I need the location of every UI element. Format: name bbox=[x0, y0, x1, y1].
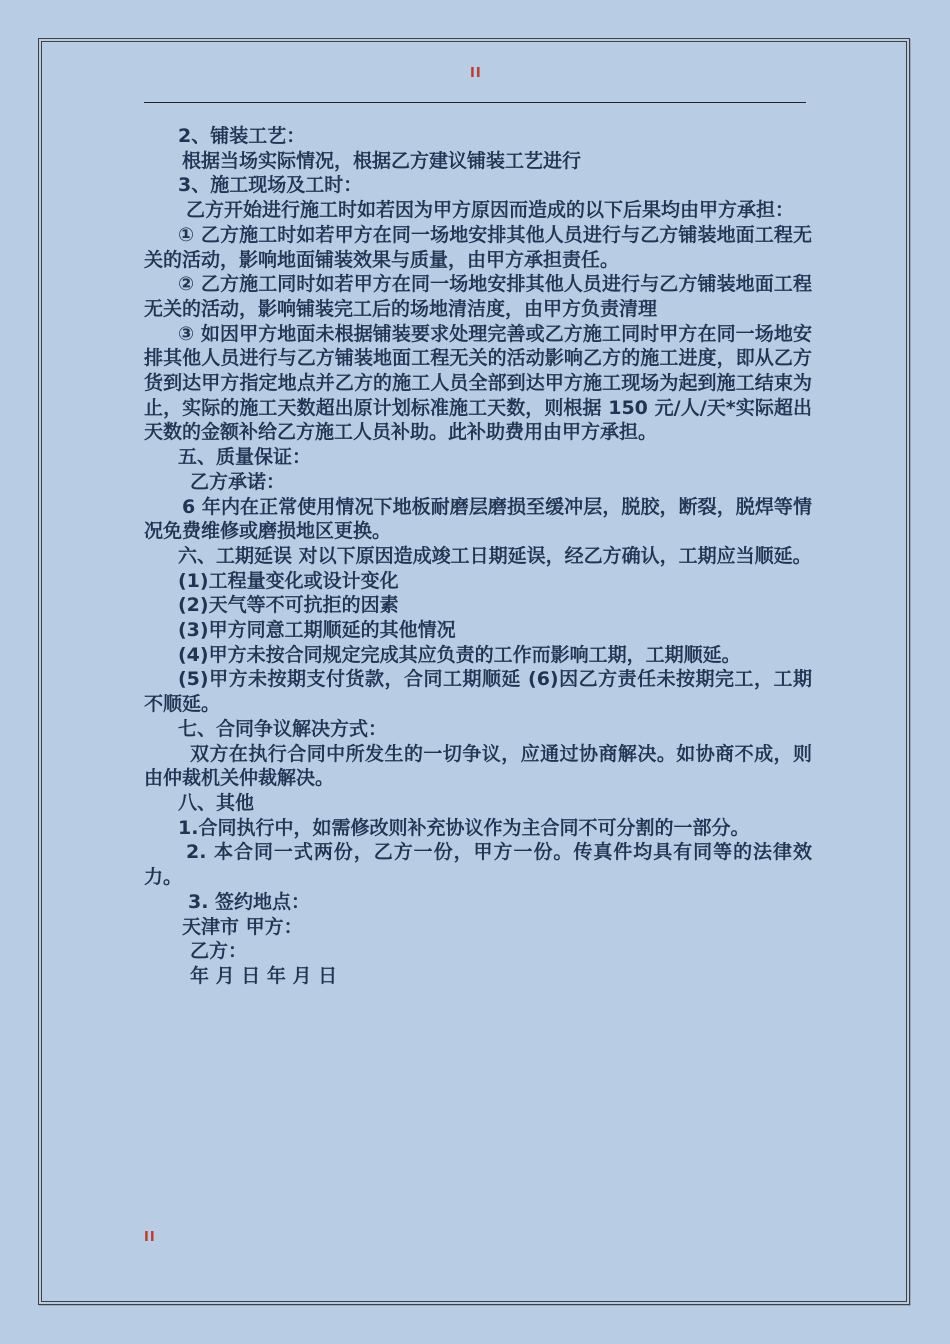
dispute-text: 双方在执行合同中所发生的一切争议，应通过协商解决。如协商不成，则由仲裁机关仲裁解决。 bbox=[144, 742, 812, 790]
quality-promise-text: 6 年内在正常使用情况下地板耐磨层磨损至缓冲层，脱胶，断裂，脱焊等情况免费维修或磨损地区更换。 bbox=[144, 495, 812, 543]
signing-place-party-a: 天津市 甲方： bbox=[182, 915, 303, 938]
clause-item-2: ② 乙方施工同时如若甲方在同一场地安排其他人员进行与乙方铺装地面工程无关的活动，影响铺装完工后的场地清洁度，由甲方负责清理 bbox=[144, 273, 812, 320]
clause-item-3: ③ 如因甲方地面未根据铺装要求处理完善或乙方施工同时甲方在同一场地安排其他人员进行与乙方铺装地面工程无关的活动影响乙方的施工进度，即从乙方货到达甲方指定地点并乙方的施工人员全部到达甲方施工现场为起到施工结束为止，实际的施工天数超出原计划标准施工天数，则根据 150 元/人/天*实际超出天数的金额补给乙方施工人员补助。此补助费用由甲方承担。 bbox=[144, 322, 812, 444]
delay-reason-2: (2)天气等不可抗拒的因素 bbox=[178, 594, 399, 617]
site-worktime-intro: 乙方开始进行施工时如若因为甲方原因而造成的以下后果均由甲方承担： bbox=[186, 199, 795, 222]
signing-party-b: 乙方： bbox=[190, 940, 248, 963]
quality-promise-label: 乙方承诺： bbox=[190, 470, 286, 493]
other-item-1: 1.合同执行中，如需修改则补充协议作为主合同不可分割的一部分。 bbox=[178, 816, 750, 839]
delay-reason-1: (1)工程量变化或设计变化 bbox=[178, 569, 399, 592]
other-item-2: 2. 本合同一式两份，乙方一份，甲方一份。传真件均具有同等的法律效力。 bbox=[144, 841, 812, 889]
header-divider bbox=[144, 102, 806, 103]
other-item-3: 3. 签约地点： bbox=[188, 890, 311, 913]
header-page-mark: II bbox=[470, 66, 482, 81]
document-body bbox=[144, 124, 812, 989]
section-paving-process-heading: 2、铺装工艺： bbox=[178, 125, 306, 147]
footer-page-mark: II bbox=[144, 1230, 156, 1245]
section-delay-heading: 六、工期延误 对以下原因造成竣工日期延误，经乙方确认，工期应当顺延。 bbox=[178, 544, 812, 567]
section-dispute-heading: 七、合同争议解决方式： bbox=[178, 717, 388, 740]
section-site-worktime-heading: 3、施工现场及工时： bbox=[178, 174, 363, 197]
delay-reason-5-6: (5)甲方未按期支付货款，合同工期顺延 (6)因乙方责任未按期完工，工期不顺延。 bbox=[144, 668, 812, 716]
section-quality-heading: 五、质量保证： bbox=[178, 446, 312, 469]
signing-dates: 年 月 日 年 月 日 bbox=[190, 964, 338, 987]
section-other-heading: 八、其他 bbox=[178, 791, 255, 814]
delay-reason-3: (3)甲方同意工期顺延的其他情况 bbox=[178, 619, 456, 642]
clause-item-1: ① 乙方施工时如若甲方在同一场地安排其他人员进行与乙方铺装地面工程无关的活动，影响地面铺装效果与质量，由甲方承担责任。 bbox=[144, 223, 812, 271]
paving-process-text: 根据当场实际情况，根据乙方建议铺装工艺进行 bbox=[182, 149, 582, 172]
delay-reason-4: (4)甲方未按合同规定完成其应负责的工作而影响工期，工期顺延。 bbox=[178, 643, 741, 666]
